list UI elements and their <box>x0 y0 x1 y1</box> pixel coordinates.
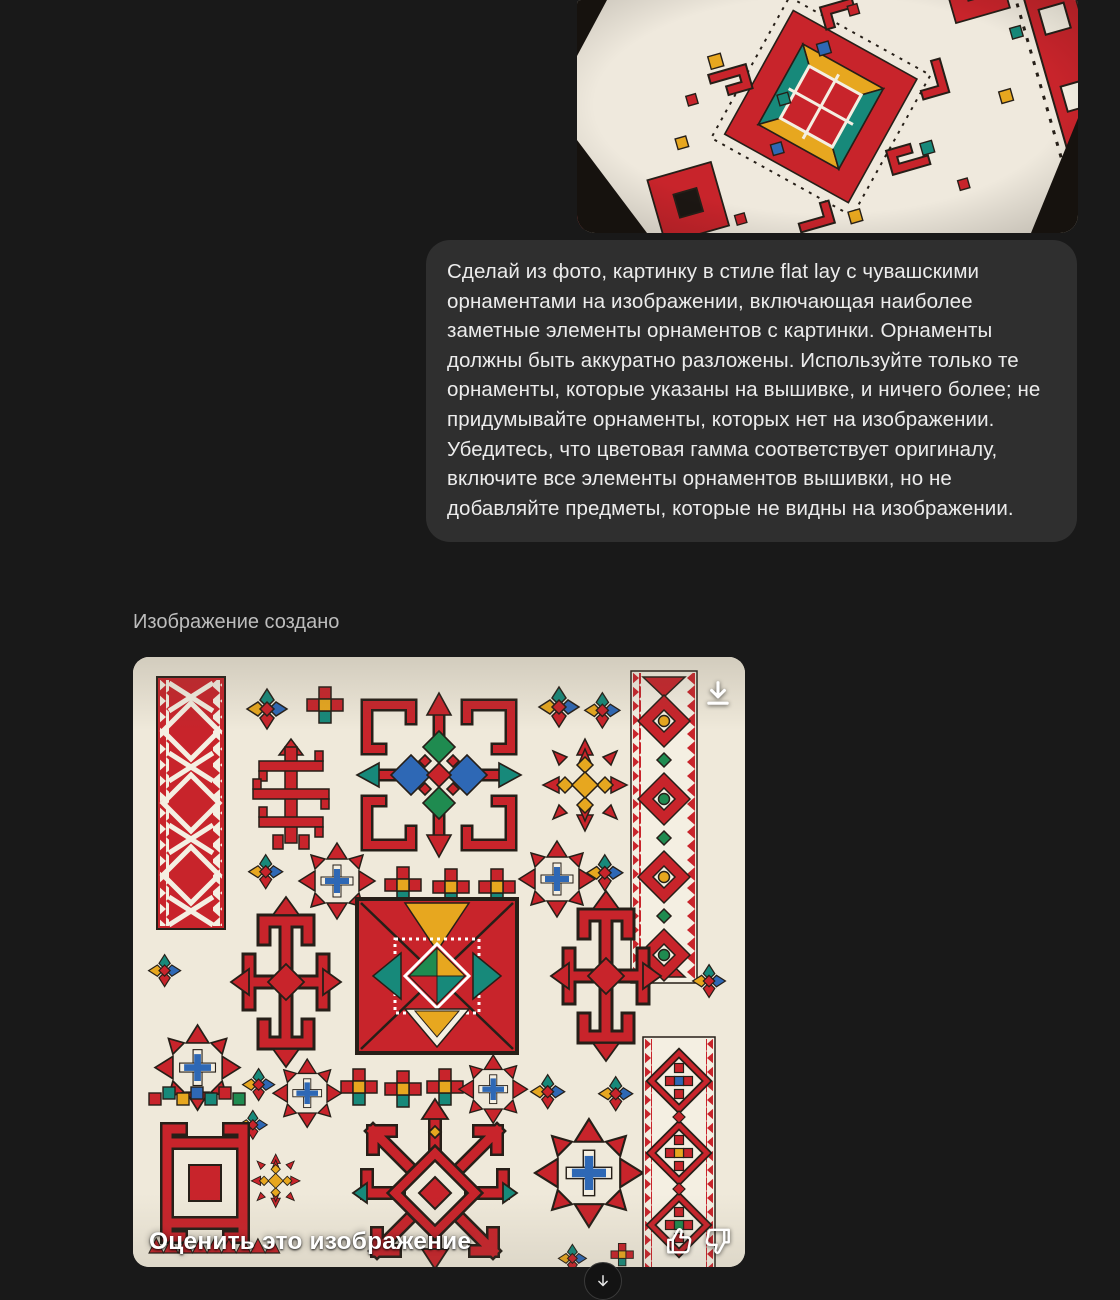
feedback-buttons <box>664 1226 733 1256</box>
embroidery-photo-artwork <box>577 0 1078 233</box>
rate-image-button[interactable]: Оценить это изображение <box>149 1228 472 1255</box>
thumbs-up-button[interactable] <box>664 1226 694 1256</box>
thumbs-down-button[interactable] <box>703 1226 733 1256</box>
user-message-text: Сделай из фото, картинку в стиле flat lay с чувашскими орнаментами на изображении, включающая наиболее заметные элементы орнаментов с картинки. Орнаменты должны быть аккуратно разложены. Используйте только те орнаменты, которые указаны на вышивке, и ничего более; не придумывайте орнаменты, которых нет на изображении. Убедитесь, что цветовая гамма соответствует оригиналу, включите все элементы орнаментов вышивки, но не добавляйте предметы, которые не видны на изображении. <box>447 260 1041 520</box>
generated-flatlay-artwork <box>133 657 745 1267</box>
status-text: Изображение создано <box>133 611 340 633</box>
scroll-down-button[interactable] <box>584 1262 622 1300</box>
attachment-photo[interactable] <box>577 0 1078 233</box>
chevron-down-icon <box>594 1272 612 1290</box>
thumbs-down-icon <box>703 1226 733 1256</box>
download-button[interactable] <box>701 677 735 711</box>
thumbs-up-icon <box>664 1226 694 1256</box>
generated-image-card[interactable] <box>133 657 745 1267</box>
download-icon <box>701 677 735 711</box>
user-message-bubble <box>426 240 1077 542</box>
